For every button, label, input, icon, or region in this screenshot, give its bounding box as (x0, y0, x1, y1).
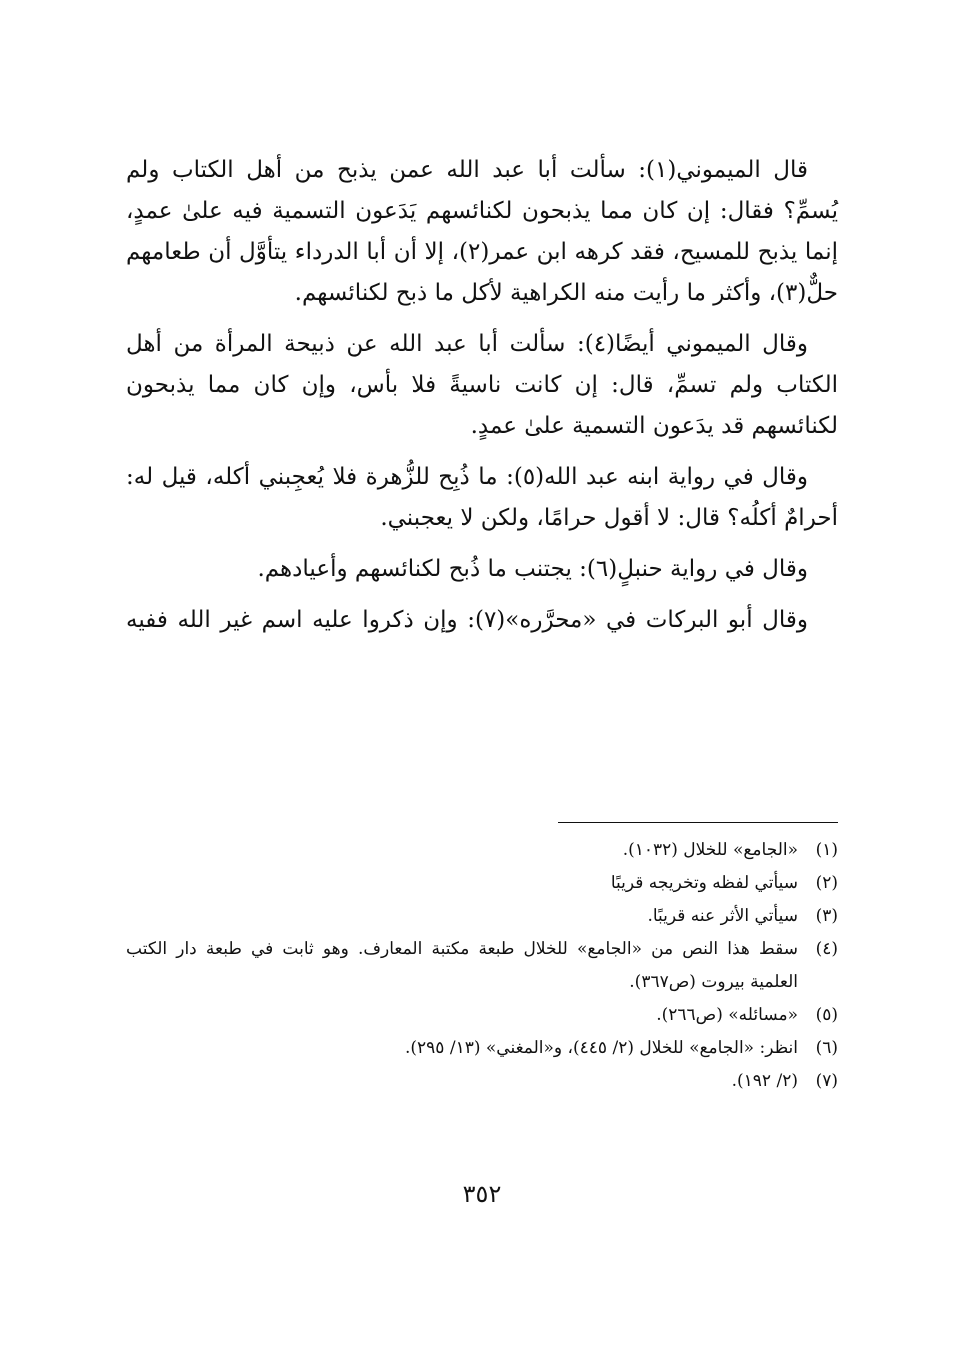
footnote-3 (126, 900, 838, 933)
footnote-6 (126, 1032, 838, 1065)
footnote-text: «الجامع» للخلال (١٠٣٢). (622, 840, 798, 860)
footnote-5 (126, 999, 838, 1032)
footnote-number: (٧) (815, 1071, 838, 1091)
paragraph-5: وقال أبو البركات في «محرَّره»(٧): وإن ذكروا عليه اسم غير الله ففيه (126, 607, 808, 633)
footnote-text: «مسائله» (ص٢٦٦). (656, 1005, 798, 1025)
paragraph-3: وقال في رواية ابنه عبد الله(٥): ما ذُبِح للزُّهرة فلا يُعجِبني أكله، قيل له: أحرامٌ أكلُه؟ قال: لا أقول حرامًا، ولكن لا يعجبني. (126, 464, 838, 531)
footnote-text: سيأتي لفظه وتخريجه قريبًا (610, 873, 798, 893)
footnote-7 (126, 1065, 838, 1098)
footnote-text: سقط هذا النص من «الجامع» للخلال طبعة مكتبة المعارف. وهو ثابت في طبعة دار الكتب العلمية بيروت (ص٣٦٧). (126, 939, 798, 992)
footnote-number: (١) (815, 840, 838, 860)
footnotes (126, 834, 838, 1098)
footnote-number: (٣) (815, 906, 838, 926)
paragraph-2: وقال الميموني أيضًا(٤): سألت أبا عبد الله عن ذبيحة المرأة من أهل الكتاب ولم تسمِّ، قال: إن كانت ناسيةً فلا بأس، وإن كان مما يذبحون لكنائسهم قد يدَعون التسمية علىٰ عمدٍ. (126, 331, 838, 439)
footnote-1 (126, 834, 838, 867)
footnote-number: (٤) (815, 939, 838, 959)
footnote-number: (٢) (815, 873, 838, 893)
footnote-text: انظر: «الجامع» للخلال (٢/ ٤٤٥)، و«المغني» (١٣/ ٢٩٥). (405, 1038, 798, 1058)
footnote-4 (126, 933, 838, 999)
footnote-number: (٦) (815, 1038, 838, 1058)
paragraph-1: قال الميموني(١): سألت أبا عبد الله عمن يذبح من أهل الكتاب ولم يُسمِّ؟ فقال: إن كان مما يذبحون لكنائسهم يَدَعون التسمية فيه علىٰ عمدٍ، إنما يذبح للمسيح، فقد كرهه ابن عمر(٢)، إلا أن أبا الدرداء يتأوَّل أن طعامهم حلٌّ(٣)، وأكثر ما رأيت منه الكراهية لأكل ما ذبح لكنائسهم. (126, 157, 838, 306)
paragraph-4: وقال في رواية حنبلٍ(٦): يجتنب ما ذُبح لكنائسهم وأعيادهم. (257, 556, 808, 582)
footnote-text: (٢/ ١٩٢). (731, 1071, 798, 1091)
page-number: ٣٥٢ (462, 1180, 502, 1208)
footnote-text: سيأتي الأثر عنه قريبًا. (647, 906, 798, 926)
footnote-2 (126, 867, 838, 900)
footnote-separator (558, 822, 838, 823)
footnote-number: (٥) (815, 1005, 838, 1025)
main-text (126, 150, 838, 651)
